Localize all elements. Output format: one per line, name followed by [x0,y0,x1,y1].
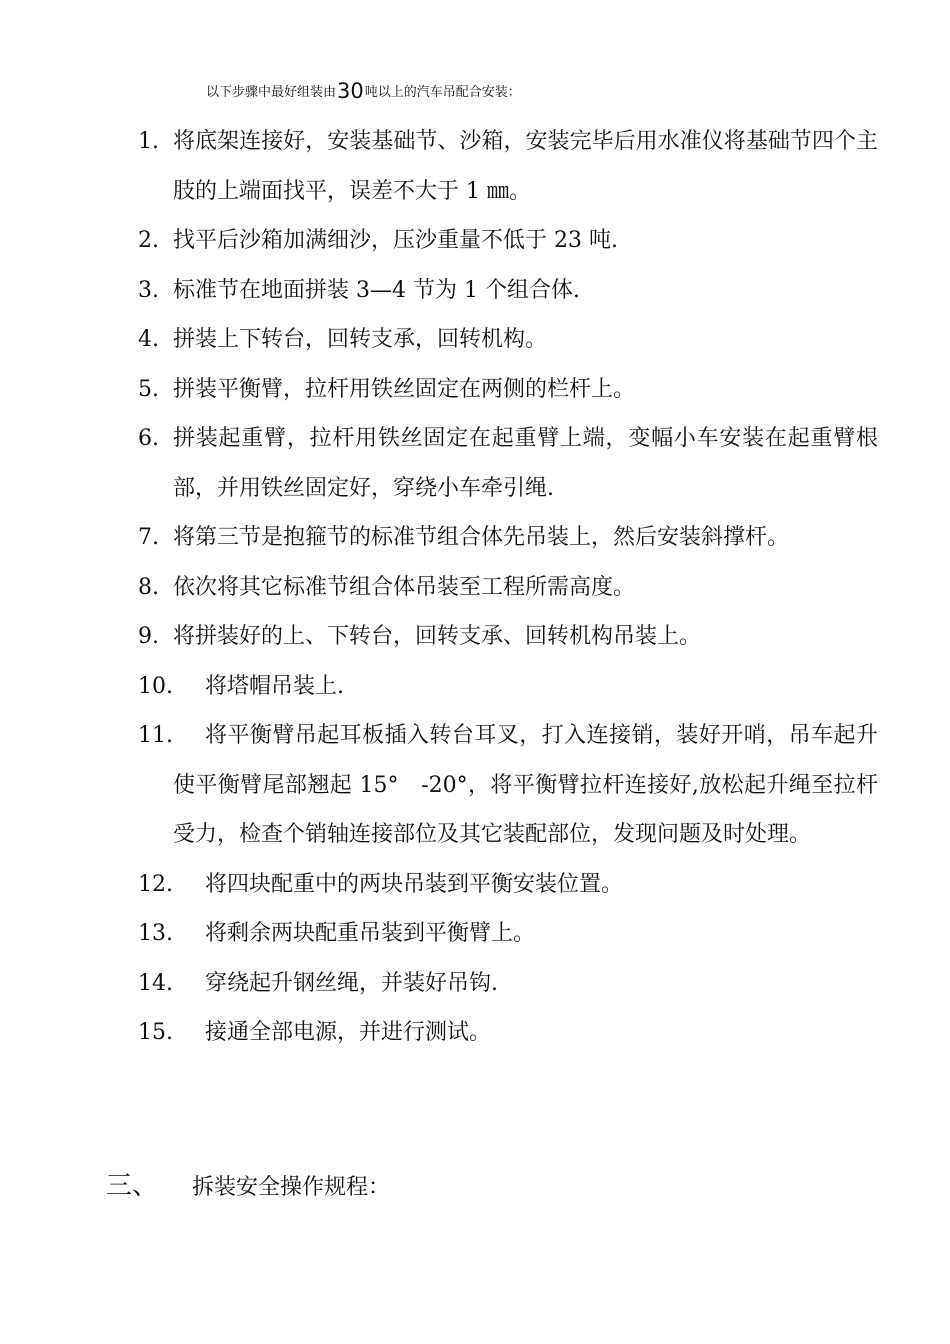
intro-note [206,80,521,104]
list-item [138,315,878,365]
step-text: 将塔帽吊装上. [205,673,344,699]
intro-tonnage: 30 [337,79,364,103]
step-number: 3. [138,277,159,303]
step-number: 2. [138,228,159,253]
list-item [138,216,878,266]
step-number: 10. [138,673,173,699]
step-number: 6. [138,426,159,451]
step-number: 9. [138,624,159,649]
step-text: 穿绕起升钢丝绳，并装好吊钩. [205,970,498,996]
step-text: 标准节在地面拼装 3—4 节为 1 个组合体. [173,277,580,303]
section-title: 拆装安全操作规程： [192,1175,391,1200]
list-item [138,860,878,910]
step-text: 找平后沙箱加满细沙，压沙重量不低于 23 吨. [173,228,618,253]
list-item [138,266,878,316]
list-item [138,563,878,613]
step-text: 拼装上下转台，回转支承，回转机构。 [173,327,548,352]
step-number: 11. [138,723,173,748]
step-text: 将平衡臂吊起耳板插入转台耳叉，打入连接销，装好开哨，吊车起升使平衡臂尾部翘起 15° -20°，将平衡臂拉杆连接好,放松起升绳至拉杆受力，检查个销轴连接部位及其它装配部位，发现问题及时处理。 [173,723,878,847]
section-number: 三、 [106,1171,159,1201]
step-text: 将拼装好的上、下转台，回转支承、回转机构吊装上。 [173,624,702,649]
list-item [138,909,878,959]
step-text: 将剩余两块配重吊装到平衡臂上。 [205,921,536,946]
step-number: 1. [138,129,159,154]
step-number: 8. [138,574,159,600]
list-item [138,1008,878,1058]
step-text: 拼装平衡臂，拉杆用铁丝固定在两侧的栏杆上。 [173,376,636,402]
step-number: 5. [138,376,159,402]
intro-before: 以下步骤中最好组装由 [206,85,337,100]
step-text: 拼装起重臂，拉杆用铁丝固定在起重臂上端，变幅小车安装在起重臂根部，并用铁丝固定好，穿绕小车牵引绳. [173,426,878,501]
step-text: 依次将其它标准节组合体吊装至工程所需高度。 [173,574,636,600]
step-number: 15. [138,1020,173,1045]
step-text: 将底架连接好，安装基础节、沙箱，安装完毕后用水准仪将基础节四个主肢的上端面找平，误差不大于 1 ㎜。 [173,129,878,204]
intro-after: 吨以上的汽车吊配合安装： [364,85,521,100]
step-text: 将四块配重中的两块吊装到平衡安装位置。 [205,871,624,897]
list-item [138,117,878,216]
step-text: 将第三节是抱箍节的标准节组合体先吊装上，然后安装斜撑杆。 [173,525,790,550]
step-number: 14. [138,970,173,996]
step-text: 接通全部电源，并进行测试。 [205,1020,492,1045]
list-item [138,662,878,712]
list-item [138,513,878,563]
list-item [138,365,878,415]
list-item [138,414,878,513]
list-item [138,612,878,662]
section-heading [106,1164,390,1210]
step-list [138,117,878,1058]
list-item [138,711,878,860]
list-item [138,959,878,1009]
step-number: 12. [138,871,173,897]
step-number: 13. [138,921,173,946]
step-number: 4. [138,327,159,352]
step-number: 7. [138,525,159,550]
